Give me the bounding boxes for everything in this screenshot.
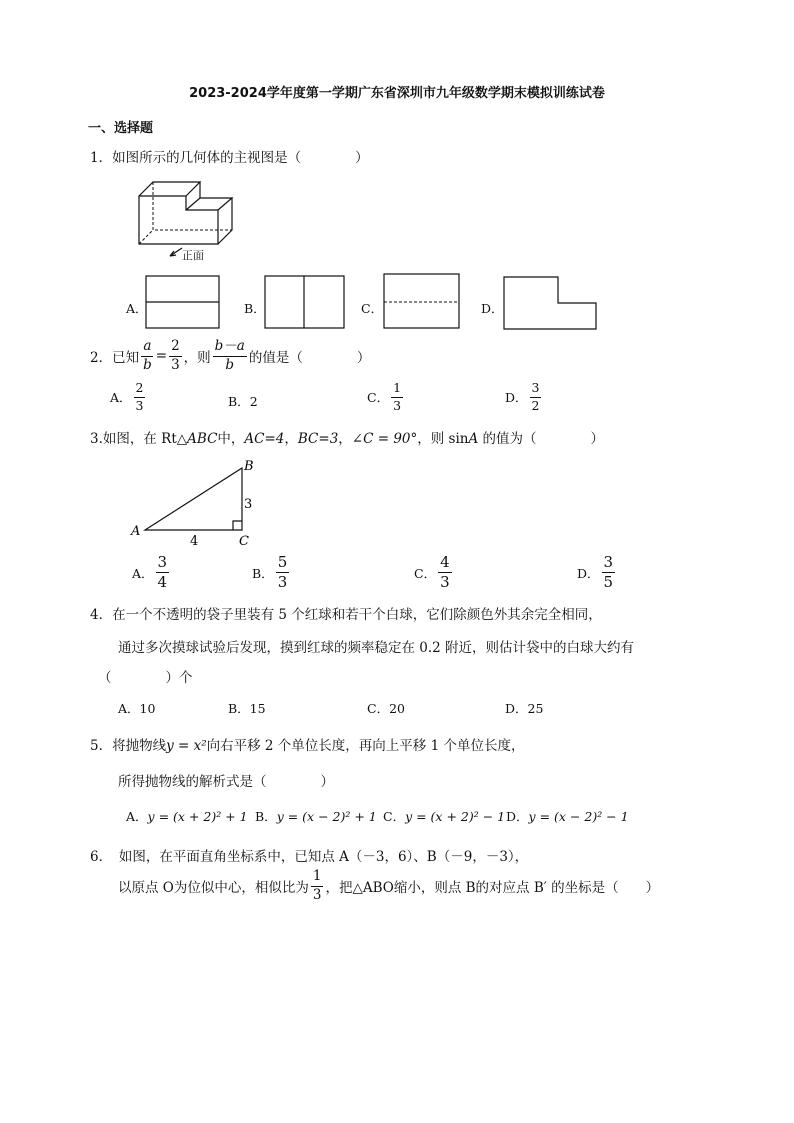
q2-post: 的值是（ ） (248, 350, 371, 366)
q2-mid: ，则 (183, 350, 211, 366)
vertex-c-label: C (239, 534, 249, 546)
q1-option-b-label: B． (244, 301, 266, 316)
q3-option-b: B． $\frac{5}{3}$ (252, 553, 288, 591)
q6-line2: 以原点 O为位似中心，相似比为 $\frac{1}{3}$ ，把△ABO缩小，则点 B的对应点 B′ 的坐标是（ ） (118, 868, 660, 903)
q1-stem: 1．如图所示的几何体的主视图是（ ） (90, 150, 369, 166)
q1-option-d-figure (503, 276, 599, 331)
q2-stem (90, 340, 370, 372)
q1-option-a-label: A． (126, 301, 148, 316)
q2-pre: 2．已知 (90, 350, 140, 366)
q4-option-c: C．20 (367, 701, 405, 716)
q4-option-d: D．25 (505, 701, 544, 716)
q1-option-d-label: D． (481, 301, 504, 316)
q1-option-c-label: C． (361, 301, 384, 316)
side-bc-label: 3 (244, 497, 253, 512)
q5-option-b: B．y = (x − 2)² + 1 (255, 809, 377, 824)
side-ac-label: 4 (190, 534, 199, 546)
q5-line2: 所得抛物线的解析式是（ ） (118, 774, 334, 790)
q3-stem: 3.如图，在 Rt△ABC中，AC=4，BC=3，∠C = 90°，则 sinA 的值为（ ） (90, 431, 605, 447)
q2-option-c: C． $\frac{1}{3}$ (367, 380, 402, 413)
vertex-b-label: B (244, 459, 254, 474)
q3-option-a: A． $\frac{3}{4}$ (132, 553, 168, 591)
exam-title: 2023-2024学年度第一学期广东省深圳市九年级数学期末模拟训练试卷 (189, 86, 605, 101)
q2-equals: = (155, 348, 168, 364)
q2-option-d: D． $\frac{3}{2}$ (505, 380, 540, 413)
q2-option-b: B．2 (228, 394, 258, 409)
q5-option-c: C．y = (x + 2)² − 1 (383, 809, 506, 824)
section-heading: 一、选择题 (88, 121, 154, 136)
q4-option-b: B．15 (228, 701, 266, 716)
q4-option-a: A．10 (118, 701, 156, 716)
q2-fraction-a-over-b: $\frac{a}{b}$ (143, 338, 152, 373)
vertex-a-label: A (131, 524, 141, 539)
q4-line2: 通过多次摸球试验后发现，摸到红球的频率稳定在 0.2 附近，则估计袋中的白球大约有 (118, 640, 635, 656)
q1-option-c-figure (383, 273, 461, 330)
q1-option-b-figure (264, 275, 346, 330)
q6-line1: 6． 如图，在平面直角坐标系中，已知点 A（－3，6）、B（－9，－3）， (90, 849, 529, 865)
q3-option-d: D． $\frac{3}{5}$ (577, 553, 614, 591)
q2-fraction-expr: $\frac{b-a}{b}$ (214, 338, 245, 373)
q5-line1: 5．将抛物线y = x²向右平移 2 个单位长度，再向上平移 1 个单位长度， (90, 738, 525, 754)
q5-option-a: A．y = (x + 2)² + 1 (126, 809, 248, 824)
q3-triangle-figure (126, 456, 266, 546)
q2-option-a: A． $\frac{2}{3}$ (110, 380, 144, 413)
q3-option-c: C． $\frac{4}{3}$ (414, 553, 450, 591)
q4-line3: （ ）个 (98, 670, 193, 686)
q5-option-d: D．y = (x − 2)² − 1 (506, 809, 629, 824)
q2-fraction-2-3: $\frac{2}{3}$ (171, 338, 180, 373)
q4-line1: 4．在一个不透明的袋子里装有 5 个红球和若干个白球，它们除颜色外其余完全相同， (90, 607, 602, 623)
front-view-label: 正面 (182, 249, 204, 262)
q1-option-a-figure (145, 275, 221, 330)
